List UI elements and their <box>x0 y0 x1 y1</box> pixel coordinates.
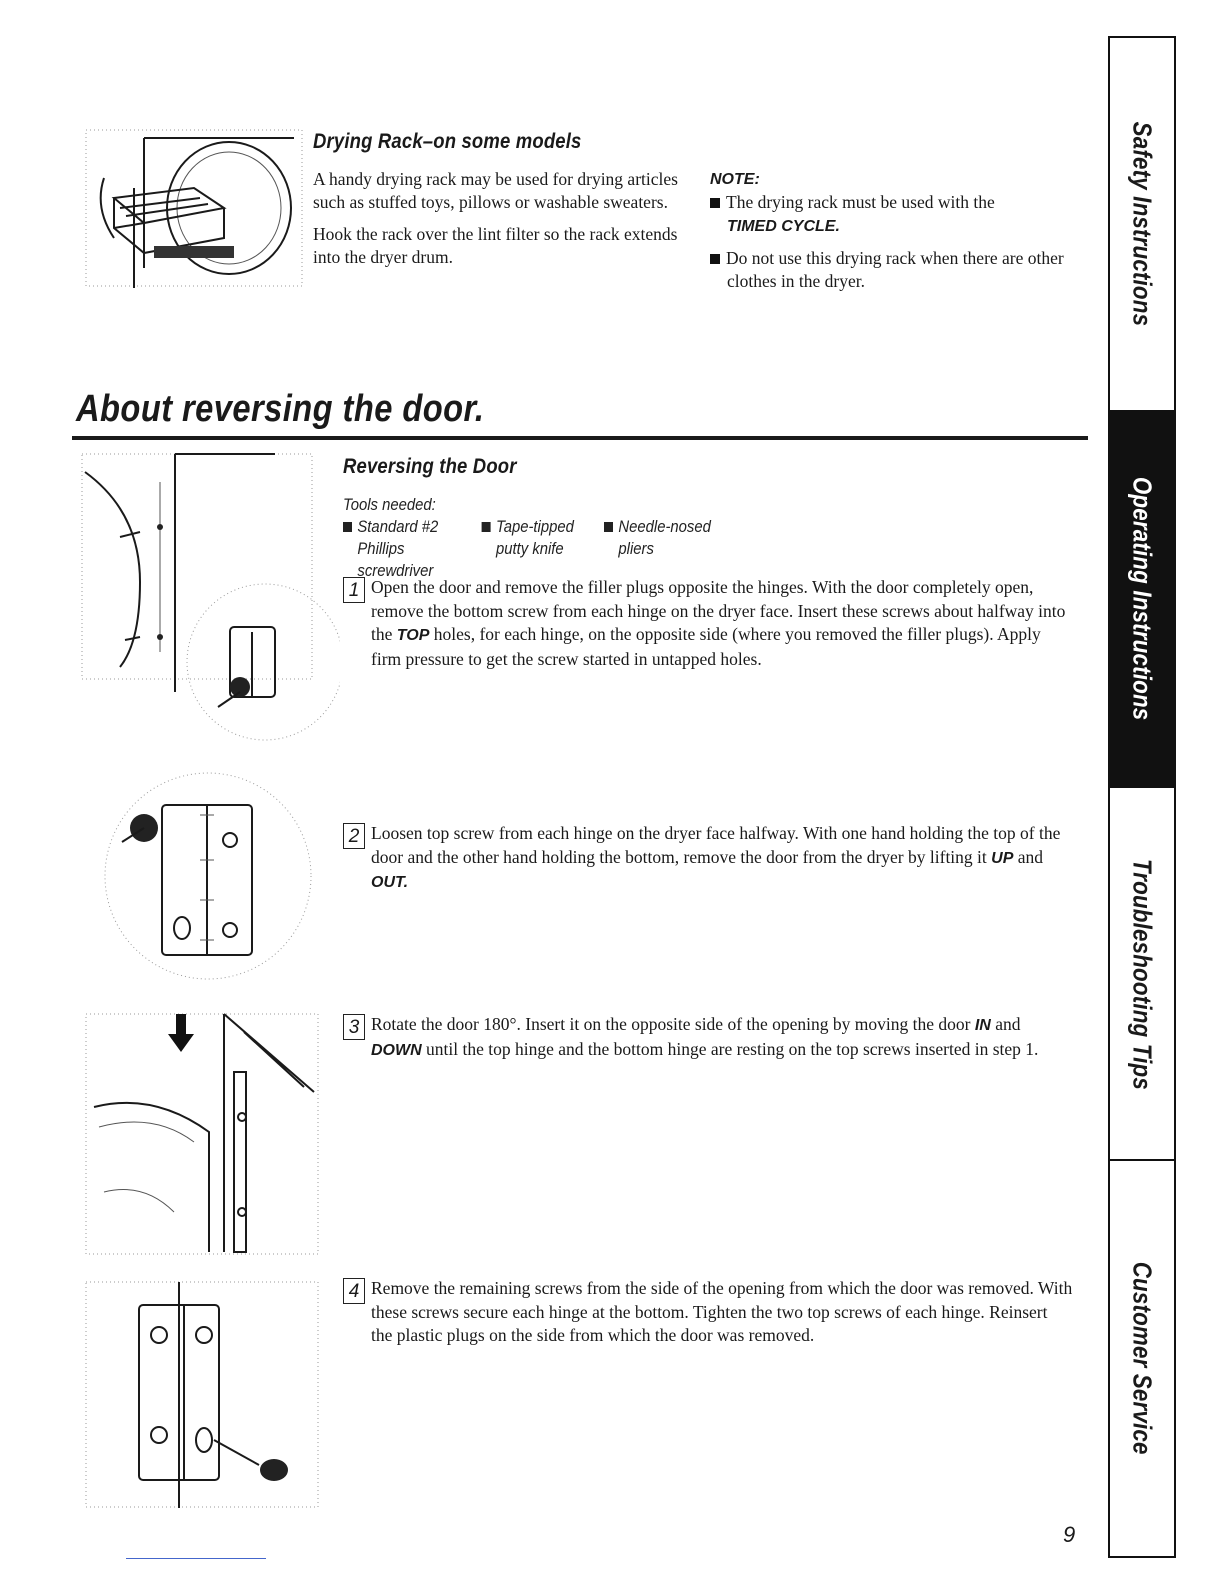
out-emphasis: OUT. <box>371 874 409 891</box>
step-number: 3 <box>343 1014 365 1040</box>
tool-2-line-1: Tape-tipped <box>496 518 574 536</box>
step-2-text <box>371 822 1073 895</box>
step-3-and: and <box>995 1014 1021 1034</box>
note-1-text: The drying rack must be used with the <box>726 192 995 212</box>
tab-label: Safety Instructions <box>1127 121 1158 327</box>
tab-label: Operating Instructions <box>1127 477 1158 721</box>
section-divider <box>72 436 1088 440</box>
step-number: 4 <box>343 1278 365 1304</box>
drying-rack-para-2: Hook the rack over the lint filter so the rack extends into the dryer drum. <box>313 224 678 267</box>
bullet-icon <box>710 254 720 264</box>
tools-label: Tools needed: <box>343 496 436 514</box>
drying-rack-para-1: A handy drying rack may be used for drying articles such as stuffed toys, pillows or washable sweaters. <box>313 169 678 212</box>
tab-troubleshooting-tips[interactable] <box>1110 788 1174 1160</box>
top-emphasis: TOP <box>396 627 430 644</box>
step-3-text-a: Rotate the door 180°. Insert it on the opposite side of the opening by moving the door <box>371 1014 971 1034</box>
tab-label: Customer Service <box>1127 1262 1158 1455</box>
page-number: 9 <box>1063 1522 1076 1547</box>
tools-needed <box>343 494 811 582</box>
tool-putty-knife <box>482 516 604 582</box>
bullet-icon <box>604 522 613 532</box>
note-item-1 <box>710 191 1080 238</box>
note-2-text: Do not use this drying rack when there are other clothes in the dryer. <box>726 248 1064 291</box>
section-heading: About reversing the door. <box>76 388 485 430</box>
side-tabs <box>1108 36 1176 1558</box>
footer-link-rule <box>126 1558 266 1559</box>
step-3-illustration <box>84 1012 324 1257</box>
step-1-text-a: Open the door and remove the filler plugs opposite the hinges. With the door completely open, remove the bottom screw from each hinge on the dryer face. Insert these screws about halfway into the <box>371 577 1066 644</box>
bullet-icon <box>710 198 720 208</box>
step-4-illustration <box>84 1280 324 1510</box>
tab-label: Troubleshooting Tips <box>1127 858 1158 1090</box>
tool-pliers <box>604 516 739 582</box>
step-2 <box>343 822 1073 895</box>
tab-customer-service[interactable] <box>1110 1161 1174 1556</box>
down-emphasis: DOWN <box>371 1041 422 1059</box>
up-emphasis: UP <box>991 849 1014 867</box>
step-1 <box>343 576 1073 671</box>
note-label: NOTE: <box>710 171 760 188</box>
tool-1-line-2: Phillips screwdriver <box>357 540 434 580</box>
step-4 <box>343 1277 1073 1348</box>
bullet-icon <box>343 522 352 532</box>
tool-2-line-2: putty knife <box>496 540 564 558</box>
step-4-text: Remove the remaining screws from the side of the opening from which the door was removed. With these screws secure each hinge at the bottom. Tighten the two top screws of each hinge. Reinsert the plastic plugs on the side from which the door was removed. <box>371 1278 1073 1345</box>
tool-screwdriver <box>343 516 482 582</box>
step-3-text <box>371 1013 1073 1062</box>
step-1-illustration <box>80 452 340 772</box>
in-emphasis: IN <box>974 1017 991 1034</box>
reversing-title: Reversing the Door <box>343 455 517 478</box>
timed-cycle-emphasis: TIMED CYCLE. <box>727 218 840 235</box>
step-2-text-a: Loosen top screw from each hinge on the dryer face halfway. With one hand holding the top of the door and the other hand holding the bottom, remove the door from the dryer by lifting it <box>371 823 1061 867</box>
drying-rack-note <box>710 168 1080 293</box>
drying-rack-title: Drying Rack–on some models <box>313 130 582 153</box>
tool-1-line-1: Standard #2 <box>357 518 439 536</box>
step-number: 1 <box>343 577 365 603</box>
step-3 <box>343 1013 1073 1062</box>
drying-rack-illustration <box>84 128 304 288</box>
drying-rack-description <box>313 168 678 278</box>
tool-3-line-1: Needle-nosed <box>618 518 711 536</box>
tool-3-line-2: pliers <box>618 540 654 558</box>
step-1-text-b: holes, for each hinge, on the opposite side (where you removed the filler plugs). Apply firm pressure to get the screw started in untapped holes. <box>371 624 1041 669</box>
step-3-text-b: until the top hinge and the bottom hinge are resting on the top screws inserted in step 1. <box>426 1038 1039 1059</box>
step-2-and: and <box>1017 846 1044 867</box>
bullet-icon <box>482 522 491 532</box>
note-item-2 <box>710 247 1080 293</box>
step-2-illustration <box>92 770 332 982</box>
tab-safety-instructions[interactable] <box>1110 38 1174 410</box>
step-1-text <box>371 576 1073 671</box>
tab-operating-instructions[interactable] <box>1110 410 1174 788</box>
step-number: 2 <box>343 823 365 849</box>
